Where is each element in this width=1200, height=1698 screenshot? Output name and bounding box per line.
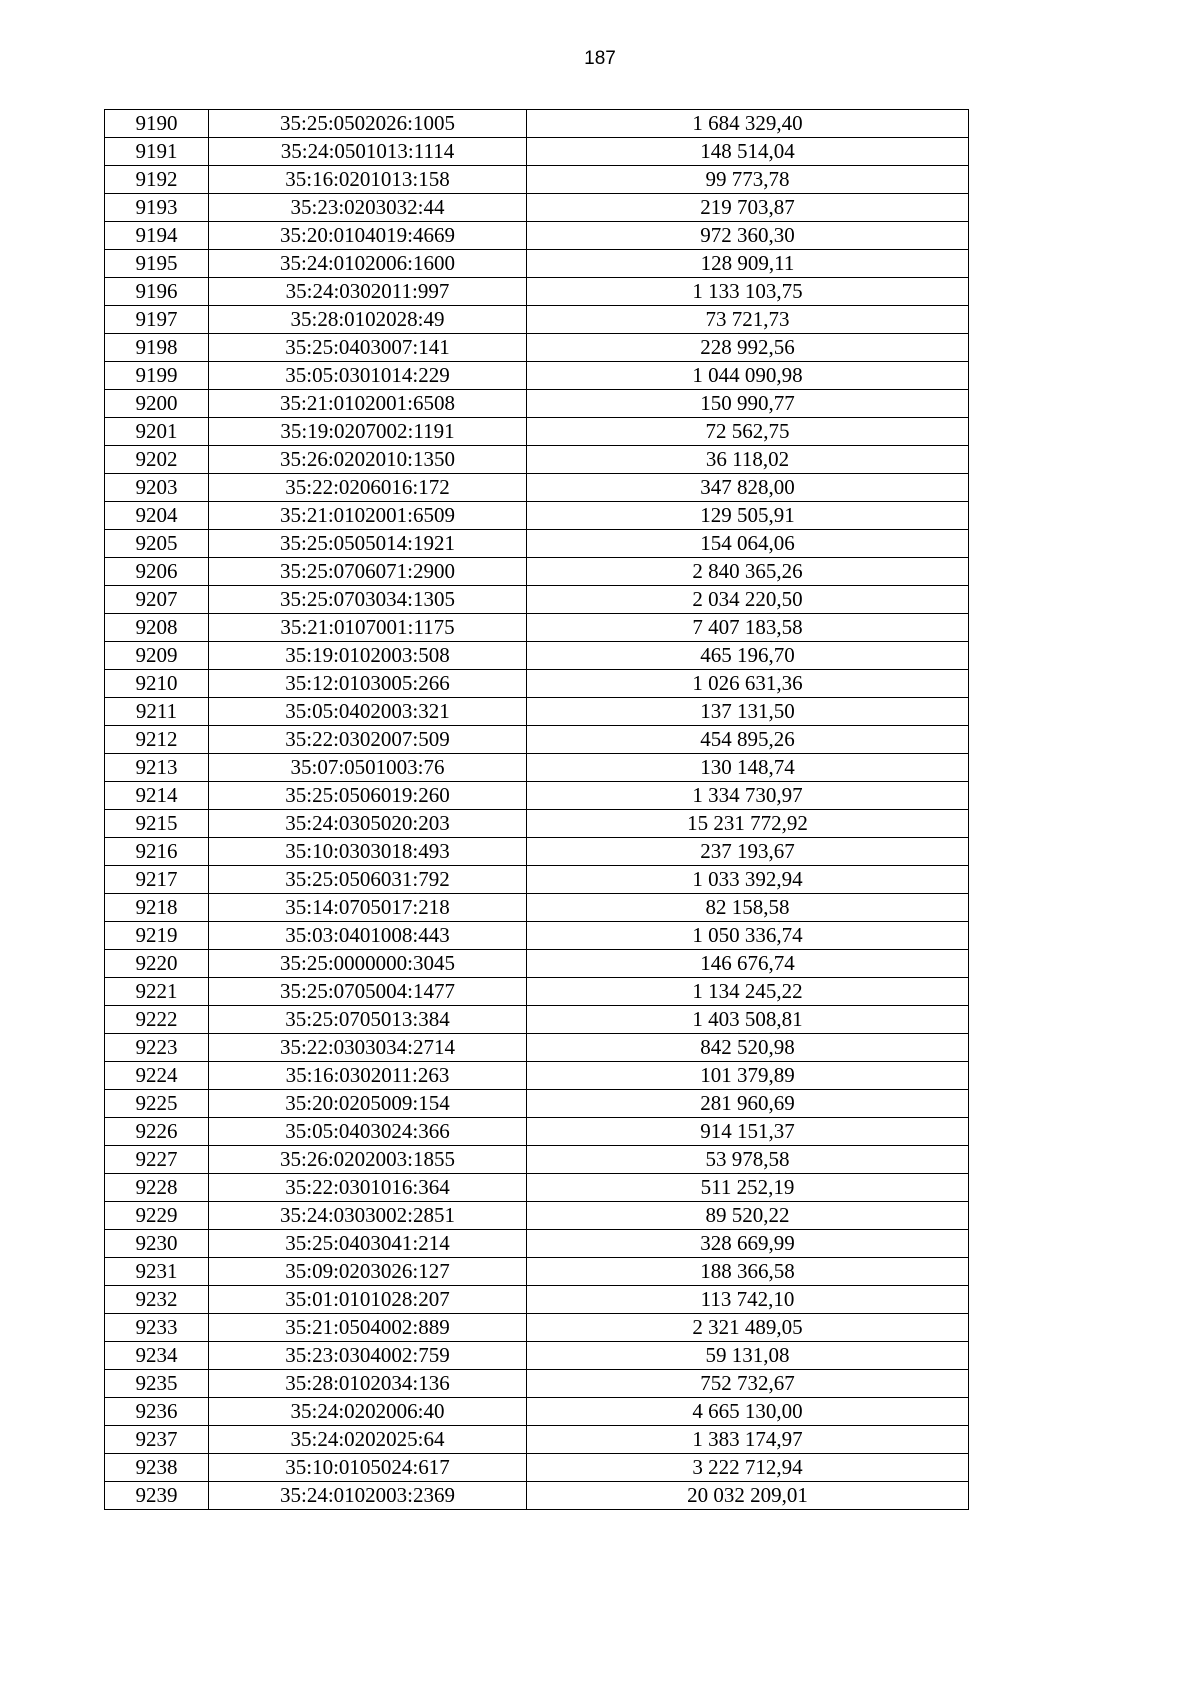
table-row: [105, 1062, 969, 1090]
table-row: [105, 726, 969, 754]
cadastral-value-cell: 1 383 174,97: [527, 1426, 969, 1454]
cadastral-number-cell: 35:23:0304002:759: [209, 1342, 527, 1370]
table-row: [105, 530, 969, 558]
cadastral-number-cell: 35:24:0305020:203: [209, 810, 527, 838]
cadastral-value-cell: 99 773,78: [527, 166, 969, 194]
cadastral-number-cell: 35:12:0103005:266: [209, 670, 527, 698]
table-row: [105, 838, 969, 866]
table-row: [105, 222, 969, 250]
row-number-cell: 9229: [105, 1202, 209, 1230]
table-row: [105, 306, 969, 334]
cadastral-value-cell: 237 193,67: [527, 838, 969, 866]
row-number-cell: 9236: [105, 1398, 209, 1426]
row-number-cell: 9201: [105, 418, 209, 446]
table-row: [105, 754, 969, 782]
row-number-cell: 9222: [105, 1006, 209, 1034]
row-number-cell: 9209: [105, 642, 209, 670]
page-number: 187: [584, 48, 616, 69]
cadastral-number-cell: 35:20:0104019:4669: [209, 222, 527, 250]
cadastral-value-cell: 1 684 329,40: [527, 110, 969, 138]
cadastral-value-cell: 89 520,22: [527, 1202, 969, 1230]
cadastral-number-cell: 35:14:0705017:218: [209, 894, 527, 922]
table-row: [105, 362, 969, 390]
row-number-cell: 9219: [105, 922, 209, 950]
cadastral-value-cell: 347 828,00: [527, 474, 969, 502]
cadastral-number-cell: 35:07:0501003:76: [209, 754, 527, 782]
cadastral-value-cell: 1 050 336,74: [527, 922, 969, 950]
row-number-cell: 9226: [105, 1118, 209, 1146]
cadastral-number-cell: 35:25:0403041:214: [209, 1230, 527, 1258]
cadastral-number-cell: 35:25:0506031:792: [209, 866, 527, 894]
row-number-cell: 9213: [105, 754, 209, 782]
cadastral-value-cell: 1 134 245,22: [527, 978, 969, 1006]
table-row: [105, 194, 969, 222]
table-row: [105, 922, 969, 950]
cadastral-value-cell: 2 840 365,26: [527, 558, 969, 586]
cadastral-value-cell: 20 032 209,01: [527, 1482, 969, 1510]
row-number-cell: 9235: [105, 1370, 209, 1398]
cadastral-number-cell: 35:10:0303018:493: [209, 838, 527, 866]
row-number-cell: 9200: [105, 390, 209, 418]
cadastral-value-cell: 3 222 712,94: [527, 1454, 969, 1482]
cadastral-number-cell: 35:26:0202003:1855: [209, 1146, 527, 1174]
cadastral-value-cell: 219 703,87: [527, 194, 969, 222]
row-number-cell: 9208: [105, 614, 209, 642]
cadastral-value-cell: 972 360,30: [527, 222, 969, 250]
cadastral-value-cell: 281 960,69: [527, 1090, 969, 1118]
cadastral-value-cell: 1 334 730,97: [527, 782, 969, 810]
cadastral-value-cell: 148 514,04: [527, 138, 969, 166]
row-number-cell: 9228: [105, 1174, 209, 1202]
row-number-cell: 9223: [105, 1034, 209, 1062]
cadastral-value-cell: 1 044 090,98: [527, 362, 969, 390]
row-number-cell: 9195: [105, 250, 209, 278]
cadastral-value-cell: 73 721,73: [527, 306, 969, 334]
row-number-cell: 9203: [105, 474, 209, 502]
cadastral-number-cell: 35:05:0402003:321: [209, 698, 527, 726]
cadastral-value-cell: 72 562,75: [527, 418, 969, 446]
cadastral-value-table: [104, 109, 969, 1510]
cadastral-number-cell: 35:25:0000000:3045: [209, 950, 527, 978]
cadastral-value-cell: 511 252,19: [527, 1174, 969, 1202]
table-row: [105, 642, 969, 670]
table-row: [105, 1454, 969, 1482]
row-number-cell: 9197: [105, 306, 209, 334]
cadastral-number-cell: 35:25:0705013:384: [209, 1006, 527, 1034]
cadastral-number-cell: 35:25:0705004:1477: [209, 978, 527, 1006]
row-number-cell: 9196: [105, 278, 209, 306]
row-number-cell: 9230: [105, 1230, 209, 1258]
row-number-cell: 9199: [105, 362, 209, 390]
table-row: [105, 1482, 969, 1510]
row-number-cell: 9202: [105, 446, 209, 474]
table-body: [105, 110, 969, 1510]
table-row: [105, 1090, 969, 1118]
cadastral-value-cell: 2 034 220,50: [527, 586, 969, 614]
table-row: [105, 1006, 969, 1034]
row-number-cell: 9217: [105, 866, 209, 894]
cadastral-value-cell: 154 064,06: [527, 530, 969, 558]
row-number-cell: 9205: [105, 530, 209, 558]
table-row: [105, 1370, 969, 1398]
cadastral-number-cell: 35:05:0301014:229: [209, 362, 527, 390]
row-number-cell: 9211: [105, 698, 209, 726]
table-row: [105, 586, 969, 614]
cadastral-value-cell: 82 158,58: [527, 894, 969, 922]
cadastral-number-cell: 35:03:0401008:443: [209, 922, 527, 950]
cadastral-number-cell: 35:16:0302011:263: [209, 1062, 527, 1090]
cadastral-number-cell: 35:22:0303034:2714: [209, 1034, 527, 1062]
cadastral-value-cell: 146 676,74: [527, 950, 969, 978]
cadastral-number-cell: 35:25:0505014:1921: [209, 530, 527, 558]
cadastral-value-cell: 914 151,37: [527, 1118, 969, 1146]
cadastral-number-cell: 35:25:0706071:2900: [209, 558, 527, 586]
row-number-cell: 9237: [105, 1426, 209, 1454]
cadastral-number-cell: 35:24:0202006:40: [209, 1398, 527, 1426]
cadastral-value-cell: 188 366,58: [527, 1258, 969, 1286]
row-number-cell: 9220: [105, 950, 209, 978]
table-row: [105, 166, 969, 194]
table-row: [105, 278, 969, 306]
table-row: [105, 1174, 969, 1202]
cadastral-number-cell: 35:25:0403007:141: [209, 334, 527, 362]
table-row: [105, 866, 969, 894]
cadastral-value-cell: 465 196,70: [527, 642, 969, 670]
table-row: [105, 1034, 969, 1062]
cadastral-value-cell: 53 978,58: [527, 1146, 969, 1174]
row-number-cell: 9227: [105, 1146, 209, 1174]
cadastral-value-cell: 752 732,67: [527, 1370, 969, 1398]
table-row: [105, 1258, 969, 1286]
cadastral-number-cell: 35:22:0301016:364: [209, 1174, 527, 1202]
table-row: [105, 138, 969, 166]
cadastral-number-cell: 35:25:0703034:1305: [209, 586, 527, 614]
table-row: [105, 250, 969, 278]
table-row: [105, 1118, 969, 1146]
cadastral-value-cell: 228 992,56: [527, 334, 969, 362]
row-number-cell: 9206: [105, 558, 209, 586]
table-row: [105, 502, 969, 530]
cadastral-number-cell: 35:20:0205009:154: [209, 1090, 527, 1118]
table-row: [105, 390, 969, 418]
row-number-cell: 9214: [105, 782, 209, 810]
cadastral-value-cell: 128 909,11: [527, 250, 969, 278]
table-row: [105, 670, 969, 698]
cadastral-number-cell: 35:28:0102034:136: [209, 1370, 527, 1398]
cadastral-number-cell: 35:25:0506019:260: [209, 782, 527, 810]
table-row: [105, 894, 969, 922]
table-row: [105, 1426, 969, 1454]
cadastral-number-cell: 35:21:0102001:6508: [209, 390, 527, 418]
cadastral-number-cell: 35:10:0105024:617: [209, 1454, 527, 1482]
row-number-cell: 9212: [105, 726, 209, 754]
cadastral-value-cell: 4 665 130,00: [527, 1398, 969, 1426]
cadastral-value-cell: 130 148,74: [527, 754, 969, 782]
cadastral-number-cell: 35:05:0403024:366: [209, 1118, 527, 1146]
table-row: [105, 110, 969, 138]
table-row: [105, 1202, 969, 1230]
cadastral-number-cell: 35:28:0102028:49: [209, 306, 527, 334]
cadastral-value-cell: 1 403 508,81: [527, 1006, 969, 1034]
table-row: [105, 1314, 969, 1342]
cadastral-number-cell: 35:09:0203026:127: [209, 1258, 527, 1286]
cadastral-value-cell: 1 033 392,94: [527, 866, 969, 894]
row-number-cell: 9191: [105, 138, 209, 166]
cadastral-number-cell: 35:24:0501013:1114: [209, 138, 527, 166]
cadastral-number-cell: 35:24:0303002:2851: [209, 1202, 527, 1230]
cadastral-value-cell: 2 321 489,05: [527, 1314, 969, 1342]
row-number-cell: 9234: [105, 1342, 209, 1370]
cadastral-number-cell: 35:19:0102003:508: [209, 642, 527, 670]
table-row: [105, 474, 969, 502]
row-number-cell: 9218: [105, 894, 209, 922]
cadastral-number-cell: 35:21:0107001:1175: [209, 614, 527, 642]
cadastral-number-cell: 35:25:0502026:1005: [209, 110, 527, 138]
table-row: [105, 782, 969, 810]
cadastral-number-cell: 35:21:0504002:889: [209, 1314, 527, 1342]
row-number-cell: 9238: [105, 1454, 209, 1482]
cadastral-value-cell: 842 520,98: [527, 1034, 969, 1062]
row-number-cell: 9239: [105, 1482, 209, 1510]
row-number-cell: 9193: [105, 194, 209, 222]
row-number-cell: 9233: [105, 1314, 209, 1342]
table-row: [105, 1342, 969, 1370]
cadastral-value-cell: 129 505,91: [527, 502, 969, 530]
row-number-cell: 9207: [105, 586, 209, 614]
cadastral-value-cell: 113 742,10: [527, 1286, 969, 1314]
cadastral-value-cell: 1 026 631,36: [527, 670, 969, 698]
cadastral-value-cell: 7 407 183,58: [527, 614, 969, 642]
cadastral-value-cell: 59 131,08: [527, 1342, 969, 1370]
cadastral-number-cell: 35:19:0207002:1191: [209, 418, 527, 446]
table-row: [105, 418, 969, 446]
row-number-cell: 9216: [105, 838, 209, 866]
cadastral-number-cell: 35:01:0101028:207: [209, 1286, 527, 1314]
table-row: [105, 334, 969, 362]
table-row: [105, 614, 969, 642]
table-row: [105, 558, 969, 586]
cadastral-value-cell: 1 133 103,75: [527, 278, 969, 306]
table-row: [105, 978, 969, 1006]
cadastral-value-cell: 137 131,50: [527, 698, 969, 726]
cadastral-number-cell: 35:23:0203032:44: [209, 194, 527, 222]
cadastral-value-cell: 454 895,26: [527, 726, 969, 754]
cadastral-number-cell: 35:21:0102001:6509: [209, 502, 527, 530]
table-row: [105, 1398, 969, 1426]
cadastral-value-cell: 328 669,99: [527, 1230, 969, 1258]
row-number-cell: 9215: [105, 810, 209, 838]
cadastral-number-cell: 35:22:0206016:172: [209, 474, 527, 502]
row-number-cell: 9198: [105, 334, 209, 362]
table-row: [105, 1286, 969, 1314]
cadastral-number-cell: 35:22:0302007:509: [209, 726, 527, 754]
cadastral-number-cell: 35:24:0102003:2369: [209, 1482, 527, 1510]
table-row: [105, 1230, 969, 1258]
cadastral-number-cell: 35:24:0202025:64: [209, 1426, 527, 1454]
table-row: [105, 1146, 969, 1174]
cadastral-value-cell: 15 231 772,92: [527, 810, 969, 838]
cadastral-number-cell: 35:24:0102006:1600: [209, 250, 527, 278]
cadastral-number-cell: 35:16:0201013:158: [209, 166, 527, 194]
row-number-cell: 9194: [105, 222, 209, 250]
row-number-cell: 9225: [105, 1090, 209, 1118]
row-number-cell: 9210: [105, 670, 209, 698]
row-number-cell: 9232: [105, 1286, 209, 1314]
row-number-cell: 9190: [105, 110, 209, 138]
cadastral-number-cell: 35:24:0302011:997: [209, 278, 527, 306]
cadastral-value-cell: 101 379,89: [527, 1062, 969, 1090]
row-number-cell: 9224: [105, 1062, 209, 1090]
cadastral-value-cell: 36 118,02: [527, 446, 969, 474]
table-row: [105, 810, 969, 838]
row-number-cell: 9192: [105, 166, 209, 194]
table-row: [105, 950, 969, 978]
table-row: [105, 446, 969, 474]
cadastral-value-cell: 150 990,77: [527, 390, 969, 418]
row-number-cell: 9231: [105, 1258, 209, 1286]
cadastral-number-cell: 35:26:0202010:1350: [209, 446, 527, 474]
row-number-cell: 9204: [105, 502, 209, 530]
table-row: [105, 698, 969, 726]
row-number-cell: 9221: [105, 978, 209, 1006]
